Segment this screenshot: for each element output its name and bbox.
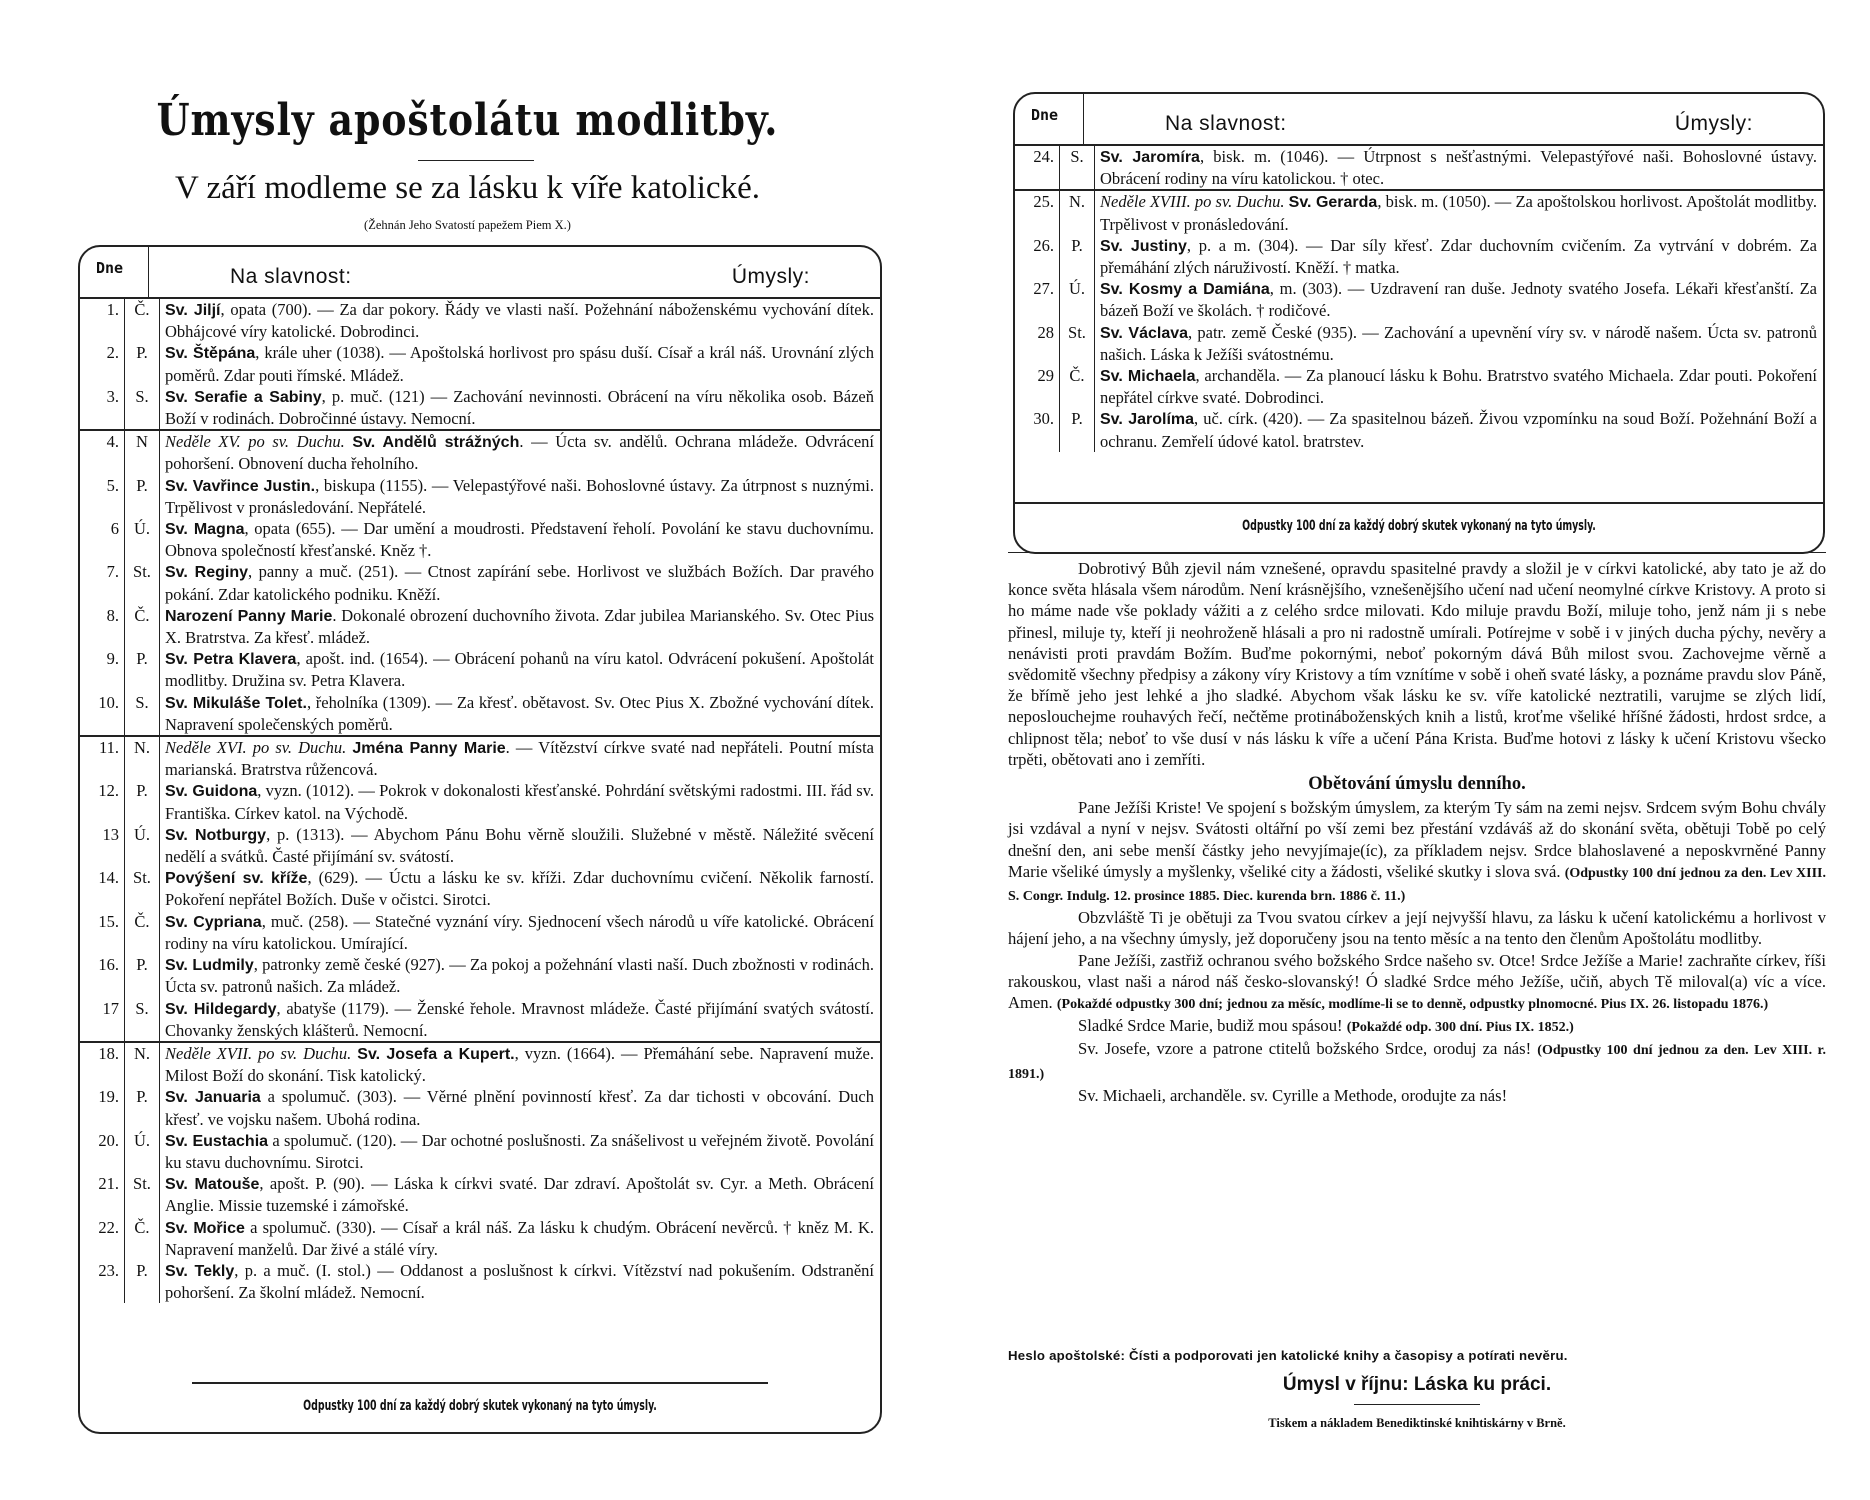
prose-block — [1008, 558, 1826, 1106]
saint-name: Sv. Notburgy — [165, 826, 267, 844]
day-number: 18. — [98, 1043, 119, 1063]
weekday: S. — [124, 386, 160, 429]
weekday: N. — [1059, 191, 1095, 234]
day-number: 4. — [106, 432, 119, 452]
prayer-note: (Pokaždé odp. 300 dní. Pius IX. 1852.) — [1346, 1020, 1574, 1036]
footer-box — [1015, 502, 1823, 552]
indulgence-note: Odpustky 100 dní za každý dobrý skutek vykonaný na tyto úmysly. — [1242, 518, 1596, 534]
prayer-text: Pane Ježíši Kriste! Ve spojení s božským úmyslem, za kterým Ty sám na zemi nejsv. Srdcem svým Bohu chvály jsi vzdával a nyní v nejsv. Svátosti oltářní po vší zemi bez přestání vzdáváš až do skonání světa, obětuji Tobě po celý dnešní den, ani sebe menší částky jeho nevyjímaje(íc), za příkladem nejsv. Srdce blahoslavené a neposkvrněné Panny Marie všeliké úmysly a myšlenky, všeliké city a žádosti, všeliké skutky i slova svá. — [1008, 798, 1826, 881]
header-divider — [1083, 94, 1084, 144]
weekday: N. — [124, 1043, 160, 1086]
saint-name: Sv. Václava — [1100, 324, 1189, 342]
saint-name: Sv. Matouše — [165, 1176, 260, 1194]
day-number: 10. — [98, 692, 119, 712]
prayer-note: (Pokaždé odpustky 300 dní; jednou za měsíc, modlíme-li se to denně, odpustky plnomocné. Pius IX. 26. listopadu 1876.) — [1056, 997, 1769, 1013]
intentions-text: , panny a muč. (251). — Ctnost zapírání sebe. Horlivost ve službách Božích. Dar pravého pokání. Zdar katolického podniku. Kněží. — [165, 562, 874, 604]
intentions-text: , (629). — Úctu a lásku ke sv. kříži. Zdar duchovnímu cvičení. Několik farností. Pokoření nepřátel Božích. Duše v očistci. Sirotci. — [165, 868, 874, 910]
day-number: 14. — [98, 868, 119, 888]
feast-entry — [1095, 191, 1823, 234]
table-row — [1015, 408, 1823, 451]
sunday-label: Neděle XVII. po sv. Duchu. — [165, 1043, 358, 1063]
day-number: 28 — [1037, 322, 1054, 342]
feast-entry — [1095, 408, 1823, 451]
blessing-note: (Žehnán Jeho Svatostí papežem Piem X.) — [364, 218, 571, 232]
printer-imprint: Tiskem a nákladem Benediktinské knihtiskárny v Brně. — [1268, 1416, 1566, 1430]
saint-name: Sv. Januaria — [165, 1089, 261, 1107]
day-number: 15. — [98, 911, 119, 931]
saint-name: Sv. Ludmily — [165, 957, 254, 975]
weekday: N — [124, 431, 160, 474]
day-number: 30. — [1033, 409, 1054, 429]
intentions-text: , p. a muč. (I. stol.) — Oddanost a poslušnost k církvi. Vítězství nad pokušením. Odstranění pohoršení. Za školní mládež. Nemocní. — [165, 1260, 875, 1303]
saint-name: Narození Panny Marie — [165, 607, 333, 625]
table-row — [1015, 365, 1823, 408]
header-intentions: Úmysly: — [731, 265, 810, 288]
prayer-note: (Odpustky 100 dní jednou za den. Lev XIII. r. 1891.) — [1008, 1043, 1826, 1082]
day-number: 17 — [102, 998, 119, 1018]
table-row — [1015, 146, 1823, 189]
saint-name: Sv. Cypriana — [165, 913, 262, 931]
intentions-text: , m. (303). — Uzdravení ran duše. Jednoty svatého Josefa. Lékaři křesťanští. Za bázeň Boží ve školách. † rodičové. — [1100, 279, 1817, 321]
feast-entry — [1095, 322, 1823, 365]
header-feast: Na slavnost: — [1165, 112, 1287, 135]
intentions-text: , uč. círk. (420). — Za spasitelnou bázeň. Živou vzpomínku na soud Boží. Požehnání Boží a ochranu. Zemřelí údové katol. bratrstev. — [1100, 409, 1817, 451]
weekday: Ú. — [1059, 278, 1095, 321]
weekday: Č. — [124, 1217, 160, 1260]
sunday-label: Neděle XVI. po sv. Duchu. — [165, 738, 353, 758]
day-number: 7. — [106, 562, 119, 582]
prayer-paragraph — [1008, 1015, 1826, 1038]
intentions-text: a spolumuč. (120). — Dar ochotné poslušnosti. Za snášelivost u veřejném životě. Povolání ku stavu duchovnímu. Sirotci. — [165, 1130, 874, 1172]
sunday-label: Neděle XVIII. po sv. Duchu. — [1100, 192, 1289, 212]
indulgence-note: Odpustky 100 dní za každý dobrý skutek vykonaný na tyto úmysly. — [192, 1382, 768, 1414]
sunday-label: Neděle XV. po sv. Duchu. — [165, 432, 353, 452]
day-number: 5. — [106, 475, 119, 495]
weekday: Ú. — [124, 518, 160, 561]
intentions-text: , abatyše (1179). — Ženské řehole. Mravnost mládeže. Časté přijímání svatých svátostí. Chovanky ženských klášterů. Nemocní. — [165, 998, 874, 1040]
weekday: P. — [1059, 235, 1095, 278]
intentions-text: , p. muč. (121) — Zachování nevinnosti. Obrácení na víru několika osob. Bázeň Boží v rodinách. Dobročinné ústavy. Nemocní. — [165, 386, 875, 429]
intentions-text: , biskupa (1155). — Velepastýřové naši. Bohoslovné ústavy. Za útrpnost s nuznými. Trpělivost v pronásledování. Nepřátelé. — [165, 475, 874, 517]
weekday: Č. — [1059, 365, 1095, 408]
saint-name: Sv. Andělů strážných — [352, 434, 520, 452]
day-number: 25. — [1033, 192, 1054, 212]
weekday: P. — [124, 1086, 160, 1129]
saint-name: Sv. Eustachia — [165, 1132, 269, 1150]
intentions-text: , apošt. ind. (1654). — Obrácení pohanů na víru katol. Odvrácení pokušení. Apoštolát modlitby. Družina sv. Petra Klavera. — [165, 649, 875, 691]
intentions-text: , patronky země české (927). — Za pokoj a požehnání vlasti naší. Duch zbožnosti v rodinách. Úcta sv. patronů našich. Za mládež. — [165, 955, 875, 997]
separator-rule — [1008, 552, 1826, 553]
saint-name: Sv. Mořice — [165, 1219, 245, 1237]
table-row — [1015, 235, 1823, 278]
weekday: P. — [1059, 408, 1095, 451]
page-subtitle: V září modleme se za lásku k víře katolické. — [175, 170, 760, 206]
header-day: Dne — [96, 259, 124, 277]
weekday: Č. — [124, 911, 160, 954]
day-number: 20. — [98, 1130, 119, 1150]
weekday: P. — [124, 954, 160, 997]
saint-name: Sv. Reginy — [165, 564, 249, 582]
intentions-text: , krále uher (1038). — Apoštolská horlivost pro spásu duší. Císař a král náš. Urovnání zlých poměrů. Zdar pouti římské. Mládež. — [165, 343, 875, 385]
intentions-text: , muč. (258). — Statečné vyznání víry. Sjednocení všech národů u víře katolické. Obrácení rodiny na víru katolickou. Umírající. — [165, 911, 874, 953]
week-group — [1015, 191, 1823, 451]
intentions-text: a spolumuč. (303). — Věrné plnění povinností křesť. Za dar tichosti v obcování. Duch křesť. ve vojsku našem. Ubohá rodina. — [165, 1087, 874, 1129]
saint-name: Sv. Guidona — [165, 783, 258, 801]
feast-entry — [1095, 278, 1823, 321]
intentions-text: . — Úcta sv. andělů. Ochrana mládeže. Odvrácení pohoršení. Obnovení ducha řeholního. — [165, 432, 874, 474]
saint-name: Sv. Jiljí — [165, 302, 221, 319]
intentions-text: , vyzn. (1012). — Pokrok v dokonalosti křesťanské. Pohrdání světskými radostmi. III. řád sv. Františka. Církev katol. na Východě. — [165, 781, 875, 823]
header-feast: Na slavnost: — [230, 265, 352, 288]
day-number: 9. — [106, 649, 119, 669]
saint-name: Sv. Jarolíma — [1100, 411, 1195, 429]
weekday: P. — [124, 780, 160, 823]
saint-name: Sv. Štěpána — [165, 345, 256, 363]
day-number: 3. — [106, 386, 119, 406]
day-number: 8. — [106, 605, 119, 625]
saint-name: Jména Panny Marie — [352, 740, 506, 758]
table-row — [1015, 191, 1823, 234]
weekday: P. — [124, 475, 160, 518]
day-number: 26. — [1033, 235, 1054, 255]
saint-name: Sv. Justiny — [1100, 237, 1187, 255]
day-number: 27. — [1033, 279, 1054, 299]
prayer-text: Sv. Josefe, vzore a patrone ctitelů božského Srdce, oroduj za nás! — [1078, 1039, 1532, 1059]
weekday: Ú. — [124, 1130, 160, 1173]
intentions-text: , archanděla. — Za planoucí lásku k Bohu. Bratrstvo svatého Michaela. Zdar pouti. Pokoření nepřátel církve svaté. Dobrodinci. — [1100, 366, 1818, 408]
week-group — [1015, 146, 1823, 191]
intentions-text: , vyzn. (1664). — Přemáhání sebe. Napravení muže. Milost Boží do skonání. Tisk katolický. — [165, 1043, 875, 1086]
intentions-text: . Dokonalé obrození duchovního života. Zdar jubilea Marianského. Sv. Otec Pius X. Bratrstva. Za křesť. mládež. — [165, 605, 874, 648]
table-row — [1015, 278, 1823, 321]
saint-name: Sv. Vavřince Justin. — [165, 477, 316, 495]
saint-name: Sv. Kosmy a Damiána — [1100, 281, 1270, 299]
saint-name: Sv. Josefa a Kupert. — [357, 1045, 515, 1063]
intentions-text: , p. (1313). — Abychom Pánu Bohu věrně sloužili. Služebné v městě. Náležité svěcení nedělí a svátků. Časté přijímání sv. svátostí. — [165, 824, 874, 867]
day-number: 21. — [98, 1174, 119, 1194]
prayer-text: Sladké Srdce Marie, budiž mou spásou! — [1078, 1016, 1343, 1036]
weekday: Ú. — [124, 824, 160, 867]
calendar-table-right — [1013, 92, 1825, 554]
day-number: 13 — [102, 824, 119, 844]
prayer-paragraph — [1008, 950, 1826, 1016]
day-number: 22. — [98, 1217, 119, 1237]
day-number: 6 — [110, 519, 119, 539]
intentions-text: , bisk. m. (1046). — Útrpnost s nešťastnými. Velepastýřové naši. Bohoslovné ústavy. Obrácení rodiny na víru katolickou. † otec. — [1100, 147, 1817, 189]
feast-entry — [1095, 235, 1823, 278]
saint-name: Povýšení sv. kříže — [165, 870, 308, 888]
page-title: Úmysly apoštolátu modlitby. — [156, 95, 779, 146]
day-number: 19. — [98, 1087, 119, 1107]
day-number: 12. — [98, 781, 119, 801]
saint-name: Sv. Gerarda — [1288, 194, 1378, 212]
weekday: St. — [124, 1173, 160, 1216]
day-number: 23. — [98, 1260, 119, 1280]
prayer-note: (Odpustky 100 dní jednou za den. Lev XIII. S. Congr. Indulg. 12. prosince 1885. Diec. kurenda brn. 1886 č. 11.) — [1008, 865, 1827, 905]
intentions-text: , opata (700). — Za dar pokory. Řády ve vlasti naší. Požehnání náboženskému vychování dítek. Obhájcové víry katolické. Dobrodinci. — [165, 300, 874, 342]
weekday: St. — [1059, 322, 1095, 365]
day-number: 2. — [106, 343, 119, 363]
closing-rule — [1354, 1404, 1480, 1405]
intentions-text: , apošt. P. (90). — Láska k církvi svaté. Dar zdraví. Apoštolát sv. Cyr. a Meth. Obrácení Anglie. Missie tuzemské i zámořské. — [165, 1174, 874, 1216]
prayer-text: Pane Ježíši, zastřiž ochranou svého božského Srdce našeho sv. Otce! Srdce Ježíše a Marie! zachraňte církev, říši rakouskou, vlast naši a národ náš česko-slovanský! Ó sladké Srdce mého Ježíše, učiň, abych Tě miloval(a) víc a více. Amen. — [1008, 950, 1826, 1013]
weekday: Č. — [124, 299, 160, 342]
intentions-text: a spolumuč. (330). — Císař a král náš. Za lásku k chudým. Obrácení nevěrců. † kněz M. K. Napravení manželů. Dar živé a stálé víry. — [165, 1217, 875, 1259]
weekday: S. — [124, 998, 160, 1041]
day-number: 16. — [98, 955, 119, 975]
weekday: P. — [124, 1260, 160, 1303]
header-day: Dne — [1031, 106, 1059, 124]
table-row — [1015, 322, 1823, 365]
day-number: 11. — [98, 738, 119, 758]
saint-name: Sv. Jaromíra — [1100, 149, 1200, 166]
prayer-paragraph — [1008, 1038, 1826, 1084]
weekday: St. — [124, 561, 160, 604]
intentions-text: . — Vítězství církve svaté nad nepřáteli. Poutní místa marianská. Bratrstva růžencová. — [165, 738, 874, 780]
prayer-paragraph — [1008, 797, 1826, 907]
weekday: P. — [124, 342, 160, 385]
saint-name: Sv. Michaela — [1100, 368, 1196, 386]
prayer-paragraph: Obzvláště Ti je obětuji za Tvou svatou církev a její nejvyšší hlavu, za lásku k učení katolickému a horlivost v hájení jeho, a na všechny úmysly, jež doporučeny jsou na tento měsíc a na tento den členům Apoštolátu modlitby. — [1008, 908, 1826, 949]
intentions-text: , bisk. m. (1050). — Za apoštolskou horlivost. Apoštolát modlitby. Trpělivost v pronásledování. — [1100, 192, 1818, 234]
weekday: P. — [124, 648, 160, 691]
weekday: St. — [124, 867, 160, 910]
saint-name: Sv. Tekly — [165, 1262, 235, 1280]
next-month-intention: Úmysl v říjnu: Láska ku práci. — [1282, 1374, 1552, 1395]
intentions-text: , p. a m. (304). — Dar síly křesť. Zdar duchovním cvičením. Za vytrvání v dobrém. Za přemáhání zlých náruživostí. Kněží. † matka. — [1100, 235, 1817, 278]
intro-paragraph: Dobrotivý Bůh zjevil nám vznešené, opravdu spasitelné pravdy a složil je v církvi katolické, aby tato je až do konce světa hlásala všem národům. Není krásnějšího, vznešenějšího učení nad učení neomylné církve Kristovy. A proto si ho máme nade vše poklady vážiti a z celého srdce milovati. Kdo miluje pravdu Boží, miluje toho, jenž nám ji s nebe přinesl, miluje ty, kteří ji neohroženě hlásali a pro ni radostně umírali. Potírejme v sobě i v jiných ducha pýchy, nevěry a nenávisti proti pravdám Božím. Buďme pokornými, neboť pokorným dává Bůh milost svou. Zachovejme věrně a svědomitě všechny předpisy a zákony víry Kristovy a tím vznítíme v sobě i oheň svaté lásky, a poznáme pravdu slov Páně, že břímě jeho jest lehké a jho sladké. Abychom však lásku ke sv. víře katolické neztratili, varujme se zlých lidí, neposlouchejme rouhavých řečí, nečtěme protináboženských knih a listů, kroťme všeliké hříšné žádosti, hrdost srdce, a chlipnost těla; neboť to vše dusí v nás lásku k víře a učení Pána Krista. Buďme hotovi z lásky k učení Kristovu všecko trpěti, obětovati ano i zemříti. — [1008, 559, 1826, 769]
saint-name: Sv. Magna — [165, 521, 245, 539]
intentions-text: , patr. země České (935). — Zachování a upevnění víry sv. v národě našem. Úcta sv. patronů našich. Láska k Ježíši svátostnému. — [1100, 322, 1817, 364]
feast-entry — [1095, 146, 1823, 189]
intentions-text: , řeholníka (1309). — Za křesť. obětavost. Sv. Otec Pius X. Zbožné vychování dítek. Napravení společenských poměrů. — [165, 692, 875, 734]
section-heading: Obětování úmyslu denního. — [1308, 774, 1526, 795]
feast-entry — [1095, 365, 1823, 408]
prayer-paragraph: Sv. Michaeli, archanděle. sv. Cyrille a Methode, orodujte za nás! — [1078, 1085, 1508, 1105]
table-body — [1015, 146, 1823, 452]
saint-name: Sv. Petra Klavera — [165, 651, 297, 669]
weekday: Č. — [124, 605, 160, 648]
saint-name: Sv. Mikuláše Tolet. — [165, 694, 307, 712]
day-number: 29 — [1037, 366, 1054, 386]
weekday: N. — [124, 737, 160, 780]
apostolic-motto: Heslo apoštolské: Čísti a podporovati jen katolické knihy a časopisy a potírati nevěru. — [1008, 1348, 1568, 1363]
saint-name: Sv. Serafie a Sabiny — [165, 388, 322, 406]
table-header — [1015, 94, 1823, 146]
saint-name: Sv. Hildegardy — [165, 1000, 277, 1018]
intentions-text: , opata (655). — Dar umění a moudrosti. Představení řeholí. Povolání ke stavu duchovnímu. Obnova společností křesťanské. Kněz †. — [165, 519, 875, 561]
weekday: S. — [124, 692, 160, 735]
header-intentions: Úmysly: — [1674, 112, 1753, 135]
day-number: 24. — [1033, 147, 1054, 166]
weekday: S. — [1059, 146, 1095, 189]
day-number: 1. — [106, 300, 119, 319]
